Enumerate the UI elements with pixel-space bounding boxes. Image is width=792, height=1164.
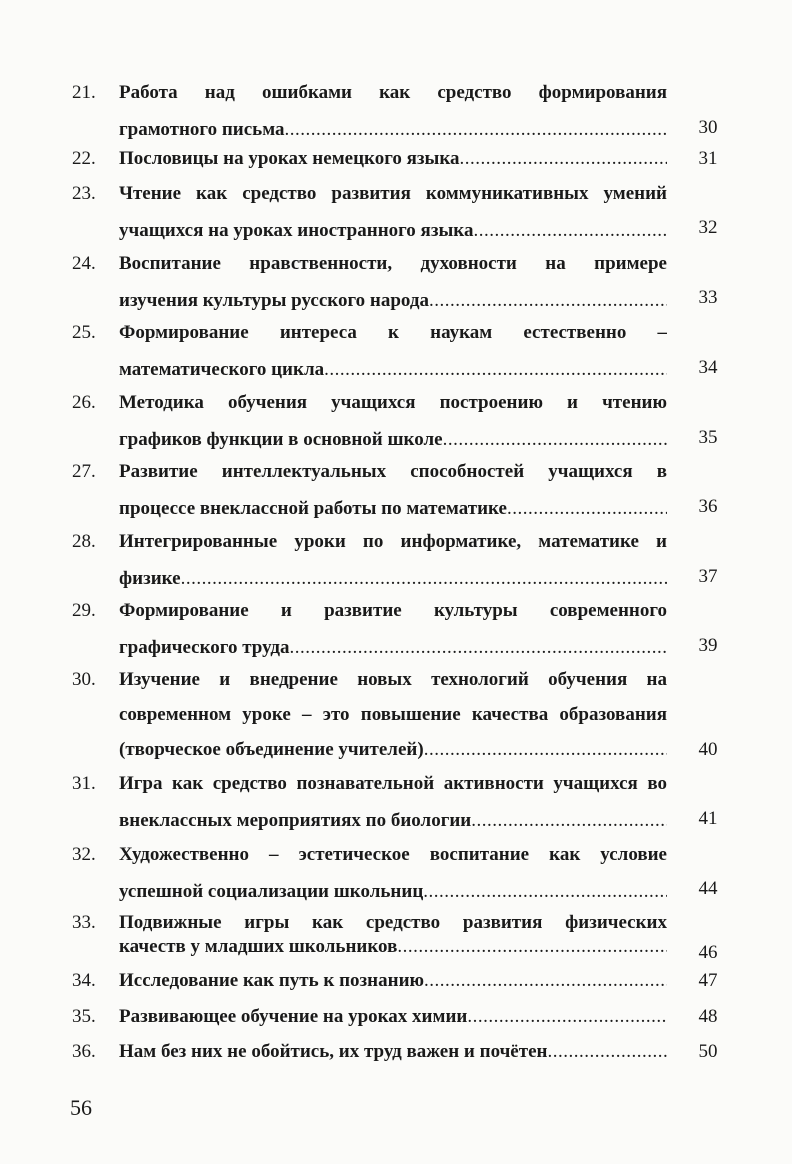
- toc-entry-title-text: грамотного письма: [119, 119, 285, 140]
- toc-entry-title-text: Исследование как путь к познанию: [119, 970, 425, 991]
- toc-entry-title-line: [119, 808, 667, 834]
- toc-entry-page: 48: [698, 1006, 718, 1027]
- toc-entry-title-text: математического цикла: [119, 359, 325, 380]
- toc-entry-title-line: [119, 968, 667, 994]
- toc-entry-page: 32: [698, 217, 718, 238]
- toc-entry-page: 39: [698, 635, 718, 656]
- toc-entry-title-line: Воспитание нравственности, духовности на примере: [119, 253, 667, 274]
- toc-entry-title-text: (творческое объединение учителей): [119, 739, 424, 760]
- toc-entry-title-line: Изучение и внедрение новых технологий обучения на: [119, 669, 667, 690]
- toc-entry-title-line: Методика обучения учащихся построению и чтению: [119, 392, 667, 413]
- toc-entry-title-line: Художественно – эстетическое воспитание как условие: [119, 844, 667, 865]
- dot-leader: [443, 427, 667, 453]
- toc-entry-title-line: Формирование и развитие культуры современного: [119, 600, 667, 621]
- toc-entry-title-text: графиков функции в основной школе: [119, 429, 443, 450]
- toc-entry-title-line: [119, 879, 667, 905]
- toc-entry-number: 29.: [72, 600, 96, 621]
- dot-leader: [423, 879, 667, 905]
- toc-entry-title-line: [119, 146, 667, 172]
- dot-leader: [467, 1004, 667, 1030]
- dot-leader: [324, 357, 667, 383]
- toc-entry-title-text: физике: [119, 568, 181, 589]
- toc-entry-number: 23.: [72, 183, 96, 204]
- dot-leader: [181, 566, 667, 592]
- toc-entry-title-line: Подвижные игры как средство развития физических: [119, 912, 667, 933]
- toc-entry-title-line: современном уроке – это повышение качества образования: [119, 704, 667, 725]
- toc-entry-page: 41: [698, 808, 718, 829]
- toc-entry-title-text: внеклассных мероприятиях по биологии: [119, 810, 472, 831]
- toc-entry-title-line: [119, 218, 667, 244]
- toc-entry-title-text: Пословицы на уроках немецкого языка: [119, 148, 460, 169]
- toc-entry-title-line: [119, 1039, 667, 1065]
- dot-leader: [473, 218, 667, 244]
- toc-entry-page: 47: [698, 970, 718, 991]
- toc-entry-number: 21.: [72, 82, 96, 103]
- toc-entry-title-line: Чтение как средство развития коммуникативных умений: [119, 183, 667, 204]
- toc-entry-title-text: графического труда: [119, 637, 290, 658]
- dot-leader: [424, 968, 667, 994]
- toc-entry-page: 44: [698, 878, 718, 899]
- dot-leader: [290, 635, 668, 661]
- toc-entry-title-text: процессе внеклассной работы по математике: [119, 498, 507, 519]
- toc-entry-title-line: Работа над ошибками как средство формирования: [119, 82, 667, 103]
- dot-leader: [460, 146, 667, 172]
- dot-leader: [547, 1039, 667, 1065]
- dot-leader: [285, 117, 667, 143]
- page-number: 56: [70, 1095, 92, 1120]
- toc-entry-number: 33.: [72, 912, 96, 933]
- toc-entry-title-line: Развитие интеллектуальных способностей учащихся в: [119, 461, 667, 482]
- toc-entry-number: 24.: [72, 253, 96, 274]
- toc-entry-page: 40: [698, 739, 718, 760]
- toc-entry-title-line: Интегрированные уроки по информатике, математике и: [119, 531, 667, 552]
- toc-entry-number: 28.: [72, 531, 96, 552]
- toc-entry-page: 30: [698, 117, 718, 138]
- toc-entry-title-line: [119, 1004, 667, 1030]
- toc-entry-title-text: изучения культуры русского народа: [119, 290, 429, 311]
- toc-entry-page: 33: [698, 287, 718, 308]
- toc-entry-title-text: Развивающее обучение на уроках химии: [119, 1006, 468, 1027]
- dot-leader: [429, 288, 667, 314]
- toc-entry-title-text: успешной социализации школьниц: [119, 881, 424, 902]
- toc-entry-title-line: [119, 566, 667, 592]
- toc-entry-title-text: Нам без них не обойтись, их труд важен и почётен: [119, 1041, 548, 1062]
- toc-entry-title-text: качеств у младших школьников: [119, 936, 398, 957]
- toc-entry-number: 36.: [72, 1041, 96, 1062]
- dot-leader: [397, 934, 667, 960]
- toc-entry-title-line: Формирование интереса к наукам естественно –: [119, 322, 667, 343]
- toc-entry-title-line: [119, 737, 667, 763]
- toc-entry-number: 25.: [72, 322, 96, 343]
- toc-entry-number: 34.: [72, 970, 96, 991]
- toc-entry-title-line: [119, 427, 667, 453]
- toc-entry-title-line: Игра как средство познавательной активности учащихся во: [119, 773, 667, 794]
- toc-entry-title-text: учащихся на уроках иностранного языка: [119, 220, 474, 241]
- toc-entry-page: 36: [698, 496, 718, 517]
- dot-leader: [471, 808, 667, 834]
- toc-entry-page: 50: [698, 1041, 718, 1062]
- toc-entry-page: 31: [698, 148, 718, 169]
- toc-entry-number: 35.: [72, 1006, 96, 1027]
- toc-entry-number: 22.: [72, 148, 96, 169]
- toc-entry-number: 30.: [72, 669, 96, 690]
- toc-entry-title-line: [119, 288, 667, 314]
- toc-entry-number: 32.: [72, 844, 96, 865]
- toc-entry-title-line: [119, 496, 667, 522]
- dot-leader: [424, 737, 667, 763]
- toc-entry-title-line: [119, 357, 667, 383]
- toc-entry-page: 37: [698, 566, 718, 587]
- toc-entry-number: 26.: [72, 392, 96, 413]
- toc-entry-number: 27.: [72, 461, 96, 482]
- toc-entry-title-line: [119, 117, 667, 143]
- dot-leader: [507, 496, 667, 522]
- toc-entry-page: 34: [698, 357, 718, 378]
- toc-entry-number: 31.: [72, 773, 96, 794]
- toc-entry-page: 46: [698, 942, 718, 963]
- toc-entry-title-line: [119, 635, 667, 661]
- toc-entry-title-line: [119, 934, 667, 960]
- toc-entry-page: 35: [698, 427, 718, 448]
